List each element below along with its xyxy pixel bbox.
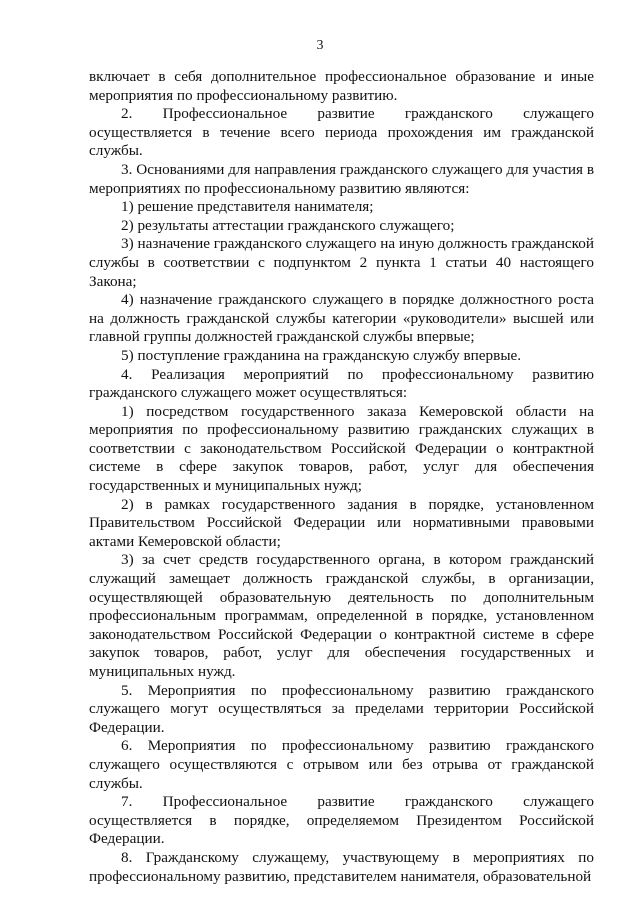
paragraph-item-4: 4. Реализация мероприятий по профессиональному развитию гражданского служащего может осуществляться:	[89, 365, 594, 402]
page-number: 3	[316, 38, 324, 53]
subitem-3-1: 1) решение представителя нанимателя;	[121, 198, 374, 216]
paragraph-item-6: 6. Мероприятия по профессиональному развитию гражданского служащего осуществляются с отрывом или без отрыва от гражданской службы.	[89, 737, 594, 792]
subitem-3-4: 4) назначение гражданского служащего в порядке должностного роста на должность гражданской службы категории «руководители» высшей или главной группы должностей гражданской службы впервые;	[89, 291, 594, 346]
paragraph-item-2: 2. Профессиональное развитие гражданского служащего осуществляется в течение всего периода прохождения им гражданской службы.	[89, 105, 594, 160]
subitem-3-5: 5) поступление гражданина на гражданскую службу впервые.	[121, 346, 522, 364]
subitem-4-1: 1) посредством государственного заказа Кемеровской области на мероприятия по профессиональному развитию гражданских служащих в соответствии с законодательством Российской Федерации о контрактной системе в сфере закупок товаров, работ, услуг для обеспечения государственных и муниципальных нужд;	[89, 402, 594, 495]
subitem-3-3: 3) назначение гражданского служащего на иную должность гражданской службы в соответствии с подпунктом 2 пункта 1 статьи 40 настоящего Закона;	[89, 235, 594, 290]
paragraph-item-7: 7. Профессиональное развитие гражданского служащего осуществляется в порядке, определяемом Президентом Российской Федерации.	[89, 793, 594, 848]
paragraph-item-3: 3. Основаниями для направления гражданского служащего для участия в мероприятиях по профессиональному развитию являются:	[89, 160, 594, 197]
paragraph-item-5: 5. Мероприятия по профессиональному развитию гражданского служащего могут осуществляться за пределами территории Российской Федерации.	[89, 681, 594, 736]
subitem-4-2: 2) в рамках государственного задания в порядке, установленном Правительством Российской Федерации или нормативными правовыми актами Кемеровской области;	[89, 495, 594, 550]
paragraph-continuation: включает в себя дополнительное профессиональное образование и иные мероприятия по профессиональному развитию.	[89, 68, 594, 104]
subitem-4-3: 3) за счет средств государственного органа, в котором гражданский служащий замещает должность гражданской службы, в организации, осуществляющей образовательную деятельность по дополнительным профессиональным программам, определенной в порядке, установленном законодательством Российской Федерации о контрактной системе в сфере закупок товаров, работ, услуг для обеспечения государственных и муниципальных нужд.	[89, 551, 594, 680]
paragraph-item-8: 8. Гражданскому служащему, участвующему в мероприятиях по профессиональному развитию, представителем нанимателя, образовательной	[89, 848, 594, 885]
subitem-3-2: 2) результаты аттестации гражданского служащего;	[121, 216, 455, 234]
